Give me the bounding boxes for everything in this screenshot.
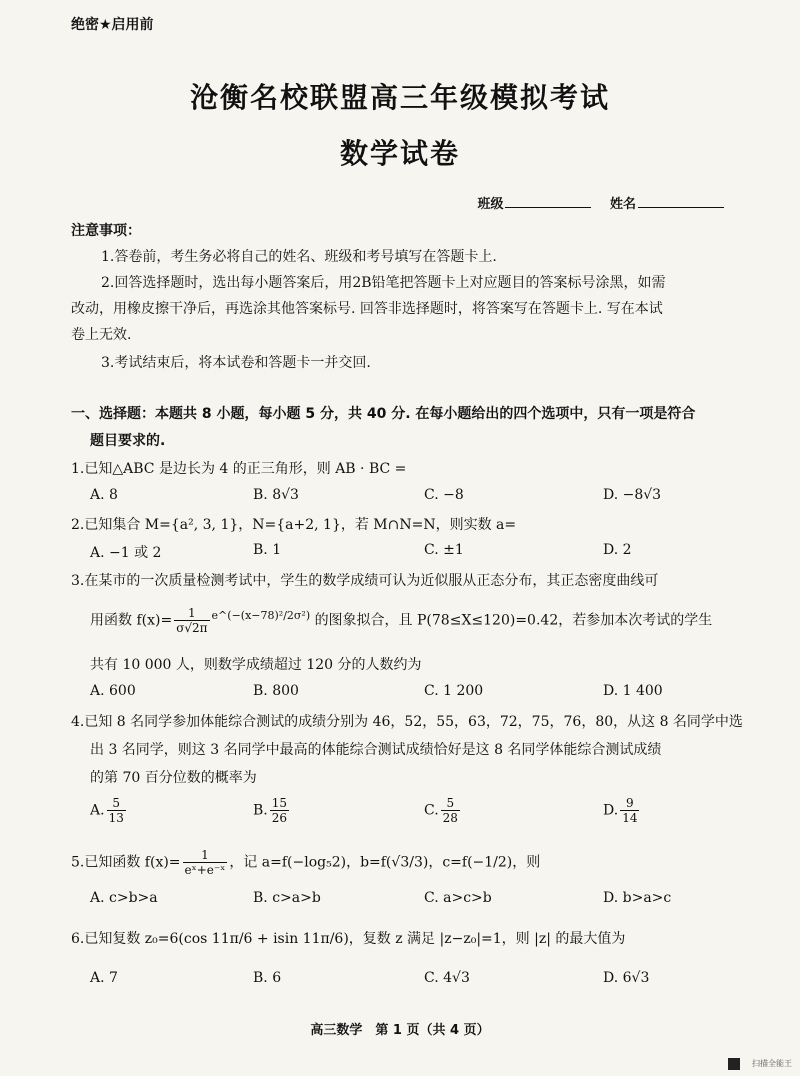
page-footer: 高三数学 第 1 页（共 4 页） — [310, 1023, 490, 1038]
q1-option-a: A. 8 — [90, 487, 118, 503]
exam-title: 沧衡名校联盟高三年级模拟考试 — [189, 81, 610, 114]
q3-func-lhs: 用函数 f(x)= — [90, 612, 173, 629]
confidential-label: 绝密★启用前 — [71, 17, 154, 33]
question-4-line-3: 的第 70 百分位数的概率为 — [90, 770, 257, 786]
q4-option-b: B. $\frac{15}{26}$ — [253, 796, 288, 825]
class-blank — [505, 207, 591, 208]
q5-option-a: A. c>b>a — [90, 890, 158, 906]
q4-c-frac — [441, 796, 460, 825]
q4-c-den: 28 — [442, 811, 458, 825]
q3-option-c: C. 1 200 — [424, 683, 484, 699]
q5-option-b: B. c>a>b — [253, 890, 321, 906]
question-1-stem: 1.已知△ABC 是边长为 4 的正三角形，则 AB · BC = — [71, 461, 407, 477]
q3-frac-num: 1 — [174, 606, 209, 621]
q6-option-a: A. 7 — [90, 970, 118, 986]
exam-subtitle: 数学试卷 — [339, 137, 460, 170]
notice-item-2c: 卷上无效. — [71, 327, 132, 343]
q6-option-d: D. 6√3 — [603, 970, 650, 986]
question-3-line-2 — [90, 606, 712, 635]
q3-option-a: A. 600 — [90, 683, 136, 699]
q3-option-b: B. 800 — [253, 683, 299, 699]
q6-option-b: B. 6 — [253, 970, 282, 986]
q5-frac-den: eˣ+e⁻ˣ — [184, 863, 226, 877]
q4-b-den: 26 — [271, 811, 288, 825]
q5-option-d: D. b>a>c — [603, 890, 672, 906]
qr-code-icon — [728, 1058, 740, 1070]
q4-a-frac — [107, 796, 126, 825]
q6-option-c: C. 4√3 — [424, 970, 470, 986]
question-5-stem — [71, 848, 540, 877]
q5-stem-b: ，记 a=f(−log₅2)，b=f(√3/3)，c=f(−1/2)，则 — [229, 854, 541, 871]
q4-option-c: C. $\frac{5}{28}$ — [424, 796, 458, 825]
q5-option-c: C. a>c>b — [424, 890, 492, 906]
q4-c-num: 5 — [441, 796, 460, 811]
notice-item-1: 1.答卷前，考生务必将自己的姓名、班级和考号填写在答题卡上. — [101, 249, 497, 265]
q5-frac-num: 1 — [183, 848, 228, 863]
name-label: 姓名 — [609, 197, 636, 212]
q1-option-b: B. 8√3 — [253, 487, 299, 503]
notice-item-3: 3.考试结束后，将本试卷和答题卡一并交回. — [101, 355, 371, 371]
section-heading: 一、选择题：本题共 8 小题，每小题 5 分，共 40 分. 在每小题给出的四个选项中，只有一项是符合 — [71, 406, 696, 422]
q2-option-d: D. 2 — [603, 542, 632, 558]
question-4-line-2: 出 3 名同学，则这 3 名同学中最高的体能综合测试成绩恰好是这 8 名同学体能综合测试成绩 — [90, 742, 662, 758]
notice-heading: 注意事项： — [71, 223, 141, 239]
scanner-watermark: 扫描全能王 — [752, 1059, 792, 1068]
q2-option-c: C. ±1 — [424, 542, 464, 558]
question-3-line-1: 3.在某市的一次质量检测考试中，学生的数学成绩可认为近似服从正态分布，其正态密度曲线可 — [71, 573, 659, 589]
q1-option-d: D. −8√3 — [603, 487, 662, 503]
q4-d-frac — [620, 796, 639, 825]
notice-item-2a: 2.回答选择题时，选出每小题答案后，用2B铅笔把答题卡上对应题目的答案标号涂黑，如需 — [101, 275, 666, 291]
q5-fraction — [183, 848, 228, 877]
student-fields — [477, 193, 724, 212]
question-6-stem: 6.已知复数 z₀=6(cos 11π/6 + isin 11π/6)，复数 z 满足 |z−z₀|=1，则 |z| 的最大值为 — [71, 931, 626, 947]
q3-fraction — [174, 606, 209, 635]
q3-frac-den: σ√2π — [176, 621, 208, 635]
q4-a-den: 13 — [108, 811, 124, 825]
q1-option-c: C. −8 — [424, 487, 464, 503]
q4-b-frac — [270, 796, 289, 825]
question-4-line-1: 4.已知 8 名同学参加体能综合测试的成绩分别为 46，52，55，63，72，75，76，80，从这 8 名同学中选 — [71, 714, 743, 730]
question-3-line-3: 共有 10 000 人，则数学成绩超过 120 分的人数约为 — [90, 657, 422, 673]
name-blank — [638, 207, 724, 208]
q4-a-num: 5 — [107, 796, 126, 811]
q3-option-d: D. 1 400 — [603, 683, 663, 699]
q2-option-a: A. −1 或 2 — [90, 545, 162, 561]
notice-item-2b: 改动，用橡皮擦干净后，再选涂其他答案标号. 回答非选择题时，将答案写在答题卡上. 写在本试 — [71, 301, 663, 317]
q5-stem-a: 5.已知函数 f(x)= — [71, 854, 181, 871]
question-2-stem: 2.已知集合 M={a², 3, 1}，N={a+2, 1}，若 M∩N=N，则实数 a= — [71, 517, 517, 533]
q4-option-a: A. $\frac{5}{13}$ — [90, 796, 124, 825]
q3-func-rhs: 的图象拟合，且 P(78≤X≤120)=0.42，若参加本次考试的学生 — [314, 612, 713, 629]
q3-exponent: e^(−(x−78)²/2σ²) — [211, 608, 311, 622]
class-label: 班级 — [477, 197, 504, 212]
q4-b-num: 15 — [271, 796, 288, 810]
section-heading-cont: 题目要求的. — [90, 433, 166, 449]
q4-option-d: D. $\frac{9}{14}$ — [603, 796, 638, 825]
q2-option-b: B. 1 — [253, 542, 282, 558]
q4-d-den: 14 — [622, 811, 638, 825]
q4-d-num: 9 — [620, 796, 639, 811]
